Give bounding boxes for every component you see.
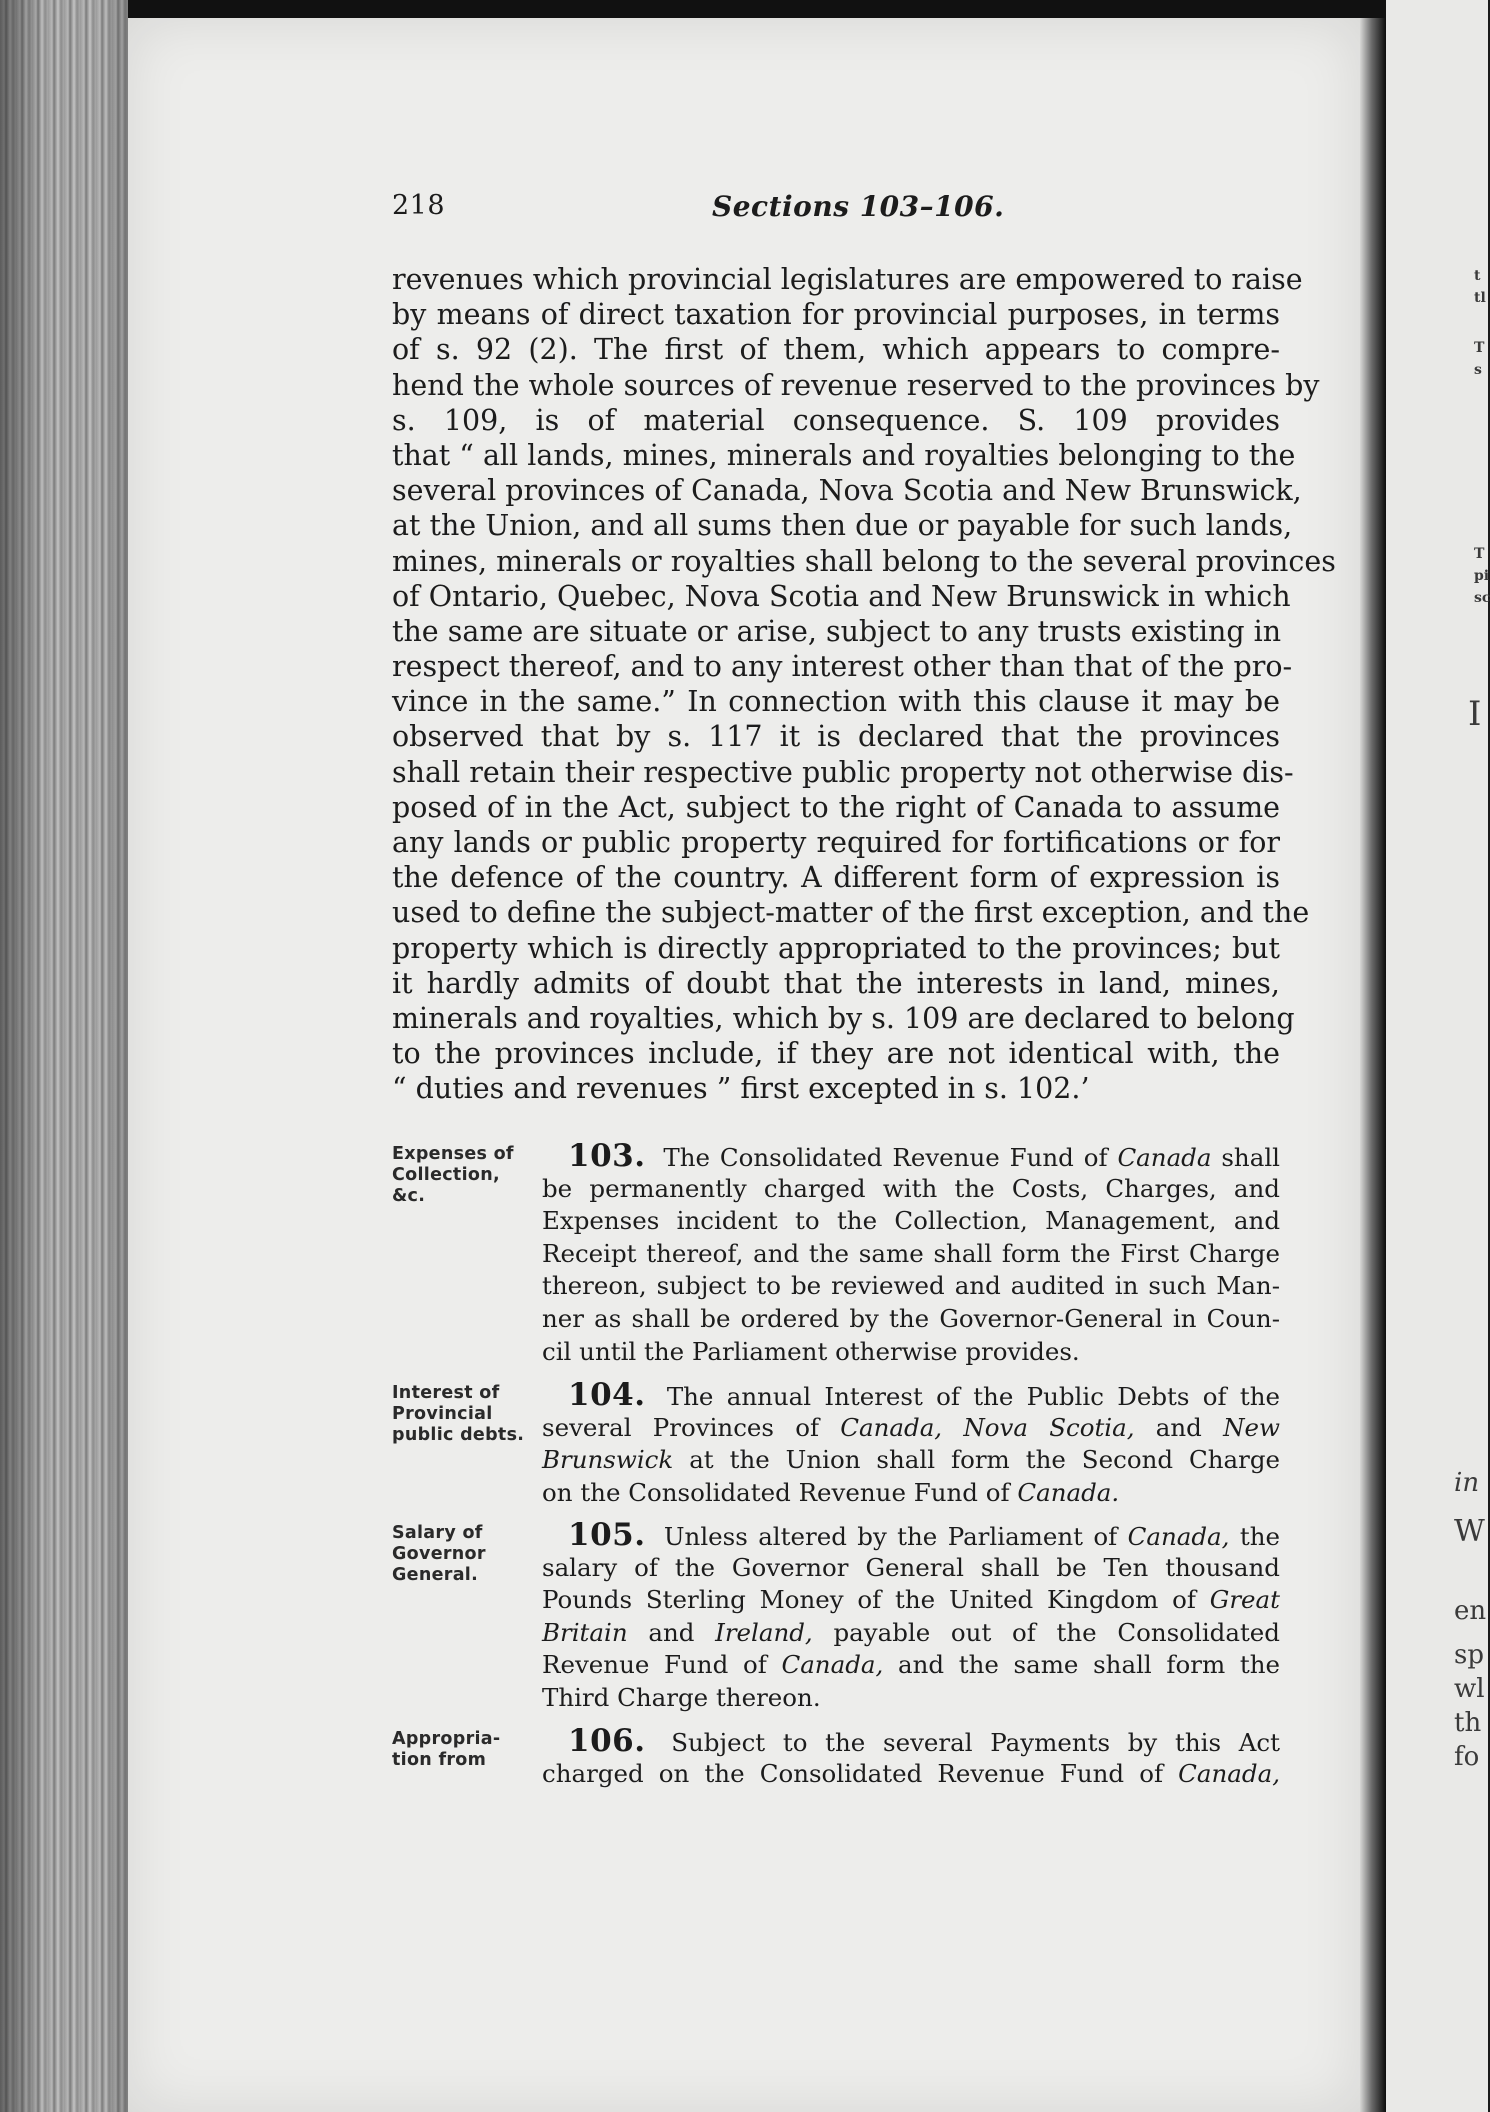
side-note-line: Interest of	[392, 1383, 500, 1403]
text-run: The annual Interest of the Public Debts of the	[666, 1382, 1280, 1411]
text-run: on the Consolidated Revenue Fund of	[542, 1477, 1010, 1507]
page-header	[392, 190, 1280, 234]
section-line	[542, 1758, 1280, 1791]
commentary-line: property which is directly appropriated to the provinces; but	[392, 931, 1280, 965]
section-line	[542, 1477, 1280, 1510]
side-note-expenses	[392, 1144, 544, 1207]
commentary-line: the same are situate or arise, subject to any trusts existing in	[392, 614, 1282, 648]
facing-fragment: T	[1474, 340, 1485, 356]
facing-fragment: th	[1454, 1708, 1482, 1738]
text-run: shall	[1221, 1143, 1280, 1172]
page-number: 218	[392, 190, 446, 221]
facing-fragment: t	[1474, 268, 1481, 284]
text-run: Subject to the several Payments by this Act	[671, 1728, 1280, 1757]
commentary-line: respect thereof, and to any interest other than that of the pro-	[392, 650, 1293, 684]
facing-fragment: en	[1454, 1596, 1487, 1626]
section-number: 103.	[568, 1138, 646, 1174]
text-run: and	[648, 1617, 695, 1647]
commentary-line: observed that by s. 117 it is declared that the provinces	[392, 720, 1280, 754]
text-run: Brunswick	[542, 1445, 674, 1475]
section-number: 106.	[568, 1723, 646, 1759]
side-note-line: Collection,	[392, 1165, 500, 1185]
side-note-appropriation	[392, 1729, 544, 1771]
section-line	[542, 1379, 1280, 1412]
facing-fragment: s	[1474, 362, 1482, 378]
facing-page-fragments	[1386, 0, 1488, 2112]
running-head: Sections 103–106.	[712, 190, 1005, 223]
section-text	[542, 1519, 1280, 1715]
side-note-line: &c.	[392, 1186, 426, 1206]
section-line	[542, 1444, 1280, 1477]
text-run: Canada,	[1178, 1758, 1280, 1788]
section-text	[542, 1140, 1280, 1368]
commentary-line: it hardly admits of doubt that the interests in land, mines,	[392, 966, 1280, 1000]
commentary-line: of s. 92 (2). The first of them, which appears to compre-	[392, 333, 1280, 367]
text-run: Canada.	[1017, 1477, 1120, 1507]
section-line: ner as shall be ordered by the Governor-General in Coun-	[542, 1303, 1280, 1333]
section-line: cil until the Parliament otherwise provides.	[542, 1336, 1080, 1366]
commentary-line: the defence of the country. A different form of expression is	[392, 861, 1280, 895]
text-run: Canada,	[781, 1650, 884, 1680]
text-run: Canada, Nova Scotia,	[840, 1412, 1135, 1442]
side-note-line: tion from	[392, 1750, 487, 1770]
section-line: Expenses incident to the Collection, Management, and	[542, 1206, 1280, 1236]
section-line: Third Charge thereon.	[542, 1682, 821, 1712]
text-run: Ireland,	[715, 1617, 813, 1647]
section-text	[542, 1725, 1280, 1790]
commentary-paragraph	[392, 262, 1336, 1107]
side-note-line: General.	[392, 1565, 479, 1585]
book-gutter	[1360, 18, 1386, 2112]
commentary-line: by means of direct taxation for provincial purposes, in terms	[392, 298, 1280, 332]
section-line	[542, 1412, 1280, 1445]
text-run: Pounds Sterling Money of the United Kingdom of	[542, 1585, 1196, 1615]
commentary-line: that “ all lands, mines, minerals and royalties belonging to the	[392, 438, 1296, 472]
commentary-line: revenues which provincial legislatures are empowered to raise	[392, 263, 1303, 296]
section-line	[542, 1617, 1280, 1650]
commentary-line: mines, minerals or royalties shall belong to the several provinces	[392, 544, 1336, 578]
section-line: salary of the Governor General shall be Ten thousand	[542, 1552, 1280, 1582]
side-note-line: Expenses of	[392, 1144, 514, 1164]
commentary-line: any lands or public property required for fortifications or for	[392, 826, 1280, 859]
section-line	[542, 1649, 1280, 1682]
section-line	[542, 1519, 1280, 1552]
commentary-line: “ duties and revenues ” first excepted in s. 102.’	[392, 1072, 1090, 1106]
section-line: thereon, subject to be reviewed and audited in such Man-	[542, 1271, 1280, 1301]
text-run: Unless altered by the Parliament of	[663, 1522, 1118, 1551]
side-note-interest	[392, 1383, 544, 1446]
commentary-line: s. 109, is of material consequence. S. 109 provides	[392, 403, 1280, 437]
facing-fragment: sc	[1474, 590, 1490, 606]
commentary-line: used to define the subject-matter of the first exception, and the	[392, 896, 1310, 930]
section-line	[542, 1584, 1280, 1617]
side-note-line: public debts.	[392, 1425, 525, 1445]
commentary-line: several provinces of Canada, Nova Scotia and New Brunswick,	[392, 474, 1302, 508]
page-stack-edge	[0, 0, 128, 2112]
commentary-line: hend the whole sources of revenue reserved to the provinces by	[392, 368, 1320, 402]
text-run: the	[1239, 1522, 1280, 1551]
text-run: Revenue Fund of	[542, 1650, 767, 1680]
section-line	[542, 1140, 1280, 1173]
facing-fragment: sp	[1454, 1640, 1484, 1670]
facing-fragment: I	[1468, 694, 1482, 734]
text-run: The Consolidated Revenue Fund of	[663, 1143, 1108, 1172]
text-run: several Provinces of	[542, 1412, 820, 1442]
side-note-line: Salary of	[392, 1523, 483, 1543]
text-run: New	[1223, 1412, 1280, 1442]
text-run: charged on the Consolidated Revenue Fund of	[542, 1758, 1164, 1788]
facing-fragment: pi	[1474, 568, 1490, 584]
facing-page-edge	[1386, 0, 1488, 2112]
section-text	[542, 1379, 1280, 1509]
text-run: and the same shall form the	[897, 1650, 1280, 1680]
commentary-line: of Ontario, Quebec, Nova Scotia and New Brunswick in which	[392, 579, 1291, 613]
section-number: 104.	[568, 1377, 646, 1413]
commentary-line: vince in the same.” In connection with this clause it may be	[392, 685, 1280, 719]
text-run: payable out of the Consolidated	[833, 1617, 1280, 1647]
facing-fragment: in	[1454, 1468, 1480, 1498]
facing-fragment: wl	[1454, 1674, 1485, 1704]
text-run: Britain	[542, 1617, 628, 1647]
facing-fragment: W	[1454, 1514, 1485, 1549]
side-note-line: Governor	[392, 1544, 486, 1564]
side-note-line: Provincial	[392, 1404, 493, 1424]
commentary-line: posed of in the Act, subject to the right of Canada to assume	[392, 790, 1280, 824]
facing-fragment: tl	[1474, 290, 1486, 306]
commentary-line: at the Union, and all sums then due or payable for such lands,	[392, 509, 1293, 543]
facing-fragment: T	[1474, 546, 1485, 562]
commentary-line: minerals and royalties, which by s. 109 are declared to belong	[392, 1001, 1295, 1035]
side-note-line: Appropria-	[392, 1729, 501, 1749]
text-run: Great	[1209, 1585, 1280, 1615]
text-run: and	[1155, 1412, 1202, 1442]
commentary-line: to the provinces include, if they are not identical with, the	[392, 1037, 1280, 1071]
section-line: be permanently charged with the Costs, Charges, and	[542, 1173, 1280, 1203]
text-run: at the Union shall form the Second Charge	[689, 1445, 1281, 1475]
section-number: 105.	[568, 1517, 646, 1553]
text-run: Canada	[1117, 1143, 1212, 1172]
facing-fragment: fo	[1454, 1742, 1480, 1772]
section-line	[542, 1725, 1280, 1758]
section-line: Receipt thereof, and the same shall form the First Charge	[542, 1238, 1280, 1268]
commentary-line: shall retain their respective public property not otherwise dis-	[392, 755, 1294, 789]
side-note-salary	[392, 1523, 544, 1586]
text-run: Canada,	[1127, 1522, 1230, 1551]
